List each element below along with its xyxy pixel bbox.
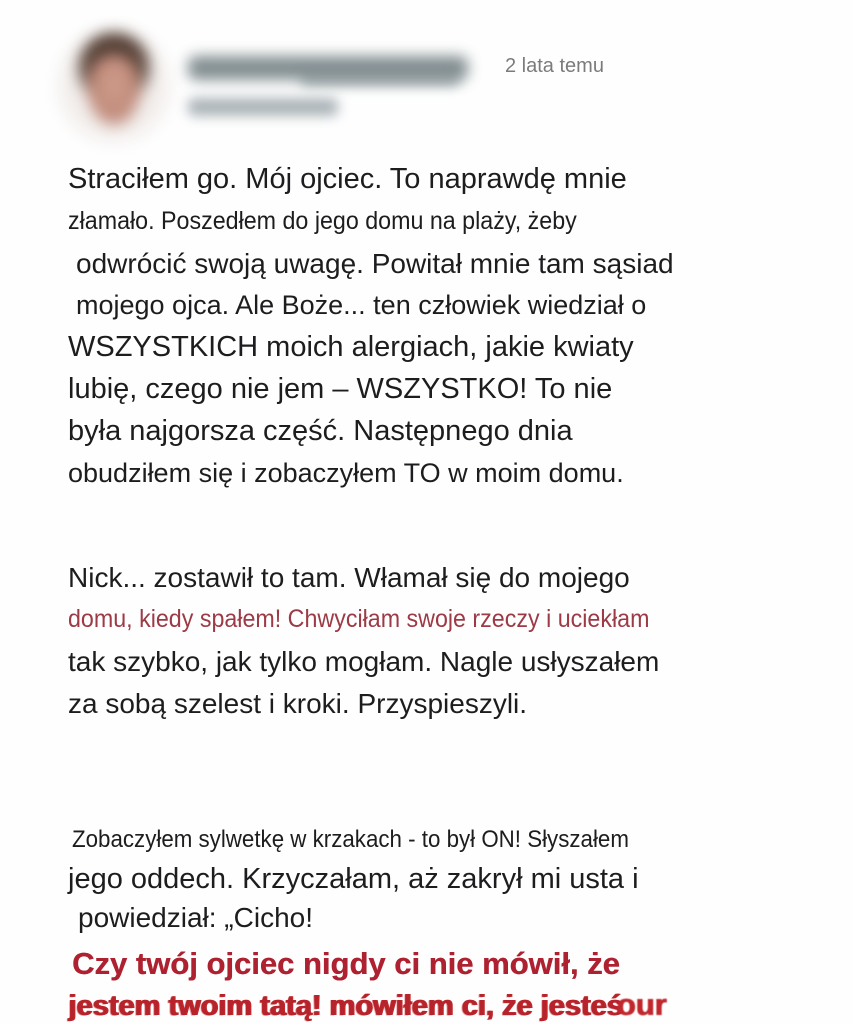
story-line-highlighted: domu, kiedy spałem! Chwyciłam swoje rzeczy i uciekłam xyxy=(68,605,650,633)
story-line: tak szybko, jak tylko mogłam. Nagle usłyszałem xyxy=(68,646,660,677)
story-paragraph-1 xyxy=(0,158,853,494)
story-paragraph-red xyxy=(0,942,853,1024)
avatar[interactable] xyxy=(54,22,174,150)
story-line: złamało. Poszedłem do jego domu na plaży, żeby xyxy=(68,207,577,235)
username-blurred-line-1b xyxy=(300,74,460,86)
story-line: mojego ojca. Ale Boże... ten człowiek wiedział o xyxy=(76,290,647,320)
story-paragraph-3 xyxy=(0,820,853,937)
story-line: lubię, czego nie jem – WSZYSTKO! To nie xyxy=(68,373,613,405)
story-line: była najgorsza część. Następnego dnia xyxy=(68,415,573,447)
story-line: WSZYSTKICH moich alergiach, jakie kwiaty xyxy=(68,331,634,363)
story-line: Zobaczyłem sylwetkę w krzakach - to był ON! Słyszałem xyxy=(72,826,629,853)
overlay-text-fragment: our xyxy=(616,987,667,1022)
story-line: odwrócić swoją uwagę. Powitał mnie tam sąsiad xyxy=(76,248,674,279)
story-line: za sobą szelest i kroki. Przyspieszyli. xyxy=(68,688,528,719)
avatar-blur-face xyxy=(86,55,141,127)
story-line: powiedział: „Cicho! xyxy=(78,902,313,933)
comment-header xyxy=(0,0,853,160)
story-line: obudziłem się i zobaczyłem TO w moim domu. xyxy=(68,458,624,488)
story-line: Nick... zostawił to tam. Włamał się do mojego xyxy=(68,562,630,593)
username-blurred-line-2 xyxy=(188,98,338,116)
timestamp: 2 lata temu xyxy=(505,55,604,77)
story-line-red: Czy twój ojciec nigdy ci nie mówił, że xyxy=(72,946,620,981)
story-line: jego oddech. Krzyczałam, aż zakrył mi usta i xyxy=(68,863,639,895)
story-line: Straciłem go. Mój ojciec. To naprawdę mnie xyxy=(68,163,627,195)
story-line-red-overlapped: jestem twoim tatą! mówiłem ci, że jesteśour xyxy=(0,984,853,1024)
story-paragraph-2 xyxy=(0,556,853,724)
